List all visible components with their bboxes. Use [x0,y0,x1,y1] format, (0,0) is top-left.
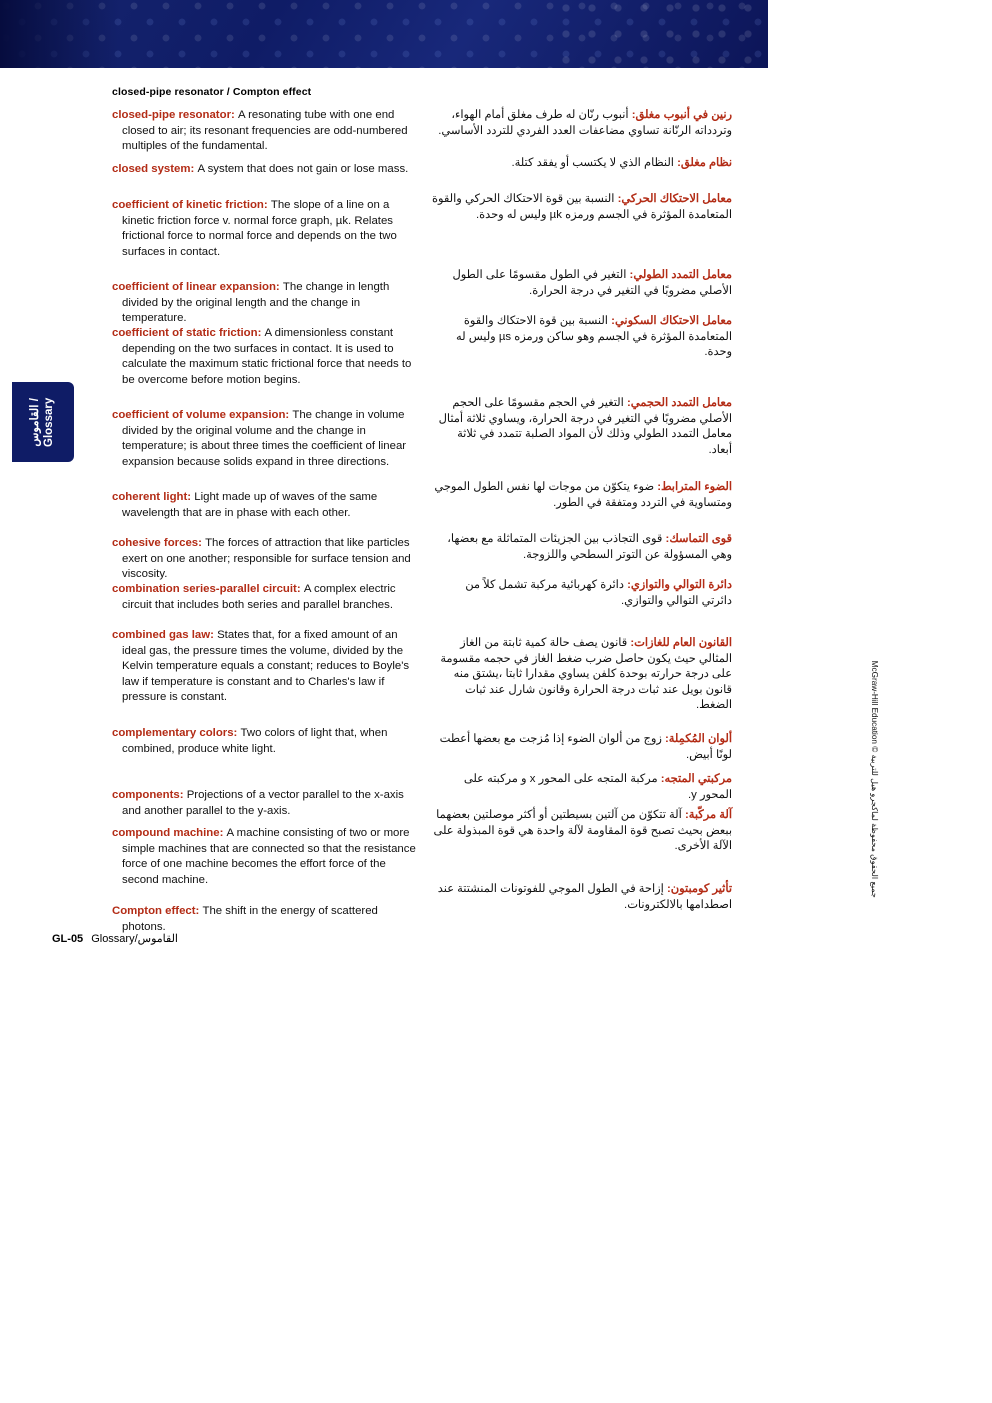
arabic-term: تأثير كومبتون: [663,883,732,895]
arabic-definition: التغير في الطول مقسومًا على الطول الأصلي مضروبًا في التغير في درجة الحرارة. [452,269,732,297]
glossary-entry [432,578,732,609]
glossary-entry [112,726,422,757]
english-term: combination series-parallel circuit: [112,583,304,595]
english-term: compound machine: [112,827,227,839]
arabic-definition: النسبة بين قوة الاحتكاك الحركي والقوة المتعامدة المؤثرة في الجسم ورمزه µk وليس له وحدة. [432,193,732,221]
arabic-definition: آلة تتكوّن من آلتين بسيطتين أو أكثر موصلتين بعضهما ببعض بحيث تصبح قوة المقاومة لآلة واحدة هي قوة المبذولة على الآلة الأخرى. [433,809,732,853]
arabic-definition: إزاحة في الطول الموجي للفوتونات المنشتتة عند اصطدامها بالالكترونات. [437,883,732,911]
glossary-entry [112,490,422,521]
arabic-definition: النسبة بين قوة الاحتكاك والقوة المتعامدة المؤثرة في الجسم وهو ساكن ورمزه µs وليس له وحدة. [456,315,732,359]
page-footer [52,932,178,945]
arabic-term: القانون العام للغازات: [627,637,732,649]
english-term: coefficient of static friction: [112,327,265,339]
arabic-term: معامل الاحتكاك الحركي: [614,193,732,205]
english-definition: The forces of attraction that like particles exert on one another; responsible for surface tension and viscosity. [122,537,411,581]
arabic-term: رنين في أنبوب مغلق: [628,109,732,121]
glossary-entry [432,732,732,763]
glossary-entry [112,408,422,470]
glossary-entry [432,156,732,172]
footer-label: Glossary/القاموس [91,933,178,945]
english-term: Compton effect: [112,905,203,917]
english-definition: A complex electric circuit that includes both series and parallel branches. [122,583,396,611]
english-term: combined gas law: [112,629,218,641]
english-definition: Two colors of light that, when combined, produce white light. [122,727,388,755]
arabic-term: معامل التمدد الحجمي: [623,397,732,409]
arabic-definition: قانون يصف حالة كمية ثابتة من الغاز المثالي حيث يكون حاصل ضرب ضغط الغاز في حجمه مقسومة على درجة حرارته بوحدة كلفن يساوي مقدارا ثابتا ،يشتق منه قانون بويل عند ثبات درجة الحرارة وقانون شارل عند ثبات الضغط. [440,637,732,712]
side-tab-label-ar: القاموس / [29,397,42,447]
arabic-term: معامل التمدد الطولي: [626,269,732,281]
english-definition: A system that does not gain or lose mass. [197,163,409,175]
publisher-credit: جميع الحقوق محفوظة لماكجرو هيل للتربية © McGraw-Hill Education [870,660,879,898]
english-definition: The slope of a line on a kinetic friction force v. normal force graph, µk. Relates frictional force to normal force and depends on the two surfaces in contact. [122,199,397,258]
arabic-term: الضوء المترابط: [654,481,732,493]
english-term: closed-pipe resonator: [112,109,238,121]
glossary-entry [432,192,732,223]
glossary-entry [432,808,732,855]
arabic-term: قوى التماسك: [662,533,732,545]
english-term: coefficient of volume expansion: [112,409,293,421]
glossary-entry [112,162,422,178]
english-term: coefficient of kinetic friction: [112,199,271,211]
glossary-entry [112,326,422,388]
english-term: components: [112,789,187,801]
glossary-entry [112,536,422,583]
english-term: cohesive forces: [112,537,206,549]
glossary-entry [432,772,732,803]
english-definition: A resonating tube with one end closed to air; its resonant frequencies are odd-numbered multiples of the fundamental. [122,109,408,153]
arabic-term: آلة مركّبة: [681,809,732,821]
english-definition: The change in volume divided by the original volume and the change in temperature; is about three times the coefficient of linear expansion because solids expand in three directions. [122,409,407,468]
glossary-entry [432,396,732,458]
arabic-definition: النظام الذي لا يكتسب أو يفقد كتلة. [511,157,674,169]
arabic-definition: مركبة المتجه على المحور x و مركبته على المحور y. [463,773,732,801]
english-definition: A dimensionless constant depending on the two surfaces in contact. It is used to calculate the maximum static frictional force that needs to be overcome before motion begins. [122,327,412,386]
glossary-entry [112,198,422,260]
glossary-entry [432,108,732,139]
running-head: closed-pipe resonator / Compton effect [112,86,312,98]
arabic-definition: ضوء يتكوّن من موجات لها نفس الطول الموجي ومتساوية في التردد ومتفقة في الطور. [434,481,732,509]
english-term: complementary colors: [112,727,241,739]
english-definition: Light made up of waves of the same wavelength that are in phase with each other. [122,491,378,519]
english-definition: States that, for a fixed amount of an ideal gas, the pressure times the volume, divided by the Kelvin temperature equals a constant; reduces to Boyle's law if temperature is constant and to Charles's law if pressure is constant. [122,629,410,704]
banner-gradient-overlay [0,0,120,68]
glossary-entry [112,108,422,155]
arabic-definition: زوج من ألوان الضوء إذا مُزجت مع بعضها أعطت لونًا أبيض. [439,733,732,761]
arabic-definition: التغير في الحجم مقسومًا على الحجم الأصلي مضروبًا في التغير في درجة الحرارة، ويساوي ثلاثة أمثال معامل التمدد الطولي وذلك لأن المواد الصلبة تتمدد في ثلاثة أبعاد. [438,397,732,456]
english-definition: Projections of a vector parallel to the x-axis and another parallel to the y-axis. [122,789,404,817]
english-definition: The shift in the energy of scattered photons. [122,905,378,933]
glossary-entry [432,532,732,563]
arabic-definition: دائرة كهربائية مركبة تشمل كلاً من دائرتي التوالي والتوازي. [465,579,732,607]
glossary-entry [112,904,422,935]
arabic-term: دائرة التوالي والتوازي: [623,579,732,591]
english-term: coefficient of linear expansion: [112,281,283,293]
glossary-entry [112,826,422,888]
side-tab-label-en: Glossary [43,397,56,447]
arabic-term: ألوان المُكمِلة: [661,733,732,745]
glossary-side-tab [12,382,74,462]
glossary-entry [112,788,422,819]
english-term: closed system: [112,163,198,175]
page-header-banner [0,0,768,68]
english-definition: A machine consisting of two or more simple machines that are connected so that the resistance force of one machine becomes the effort force of the second machine. [122,827,416,886]
glossary-entry [432,314,732,361]
glossary-entry [432,636,732,714]
glossary-entry [112,582,422,613]
glossary-entry [112,628,422,706]
english-term: coherent light: [112,491,195,503]
arabic-definition: أنبوب رنّان له طرف مغلق أمام الهواء، وتردداته الرنّانة تساوي مضاعفات العدد الفردي للتردد الأساسي. [438,109,732,137]
glossary-entry [432,480,732,511]
folio-number: GL-05 [52,933,84,945]
arabic-term: معامل الاحتكاك السكوني: [607,315,732,327]
arabic-term: نظام مغلق: [673,157,732,169]
glossary-entry [432,268,732,299]
english-definition: The change in length divided by the original length and the change in temperature. [122,281,390,325]
glossary-entry [432,882,732,913]
arabic-definition: قوى التجاذب بين الجزيئات المتماثلة مع بعضها، وهي المسؤولة عن التوتر السطحي واللزوجة. [447,533,732,561]
arabic-term: مركبتي المتجه: [657,773,732,785]
glossary-entry [112,280,422,327]
